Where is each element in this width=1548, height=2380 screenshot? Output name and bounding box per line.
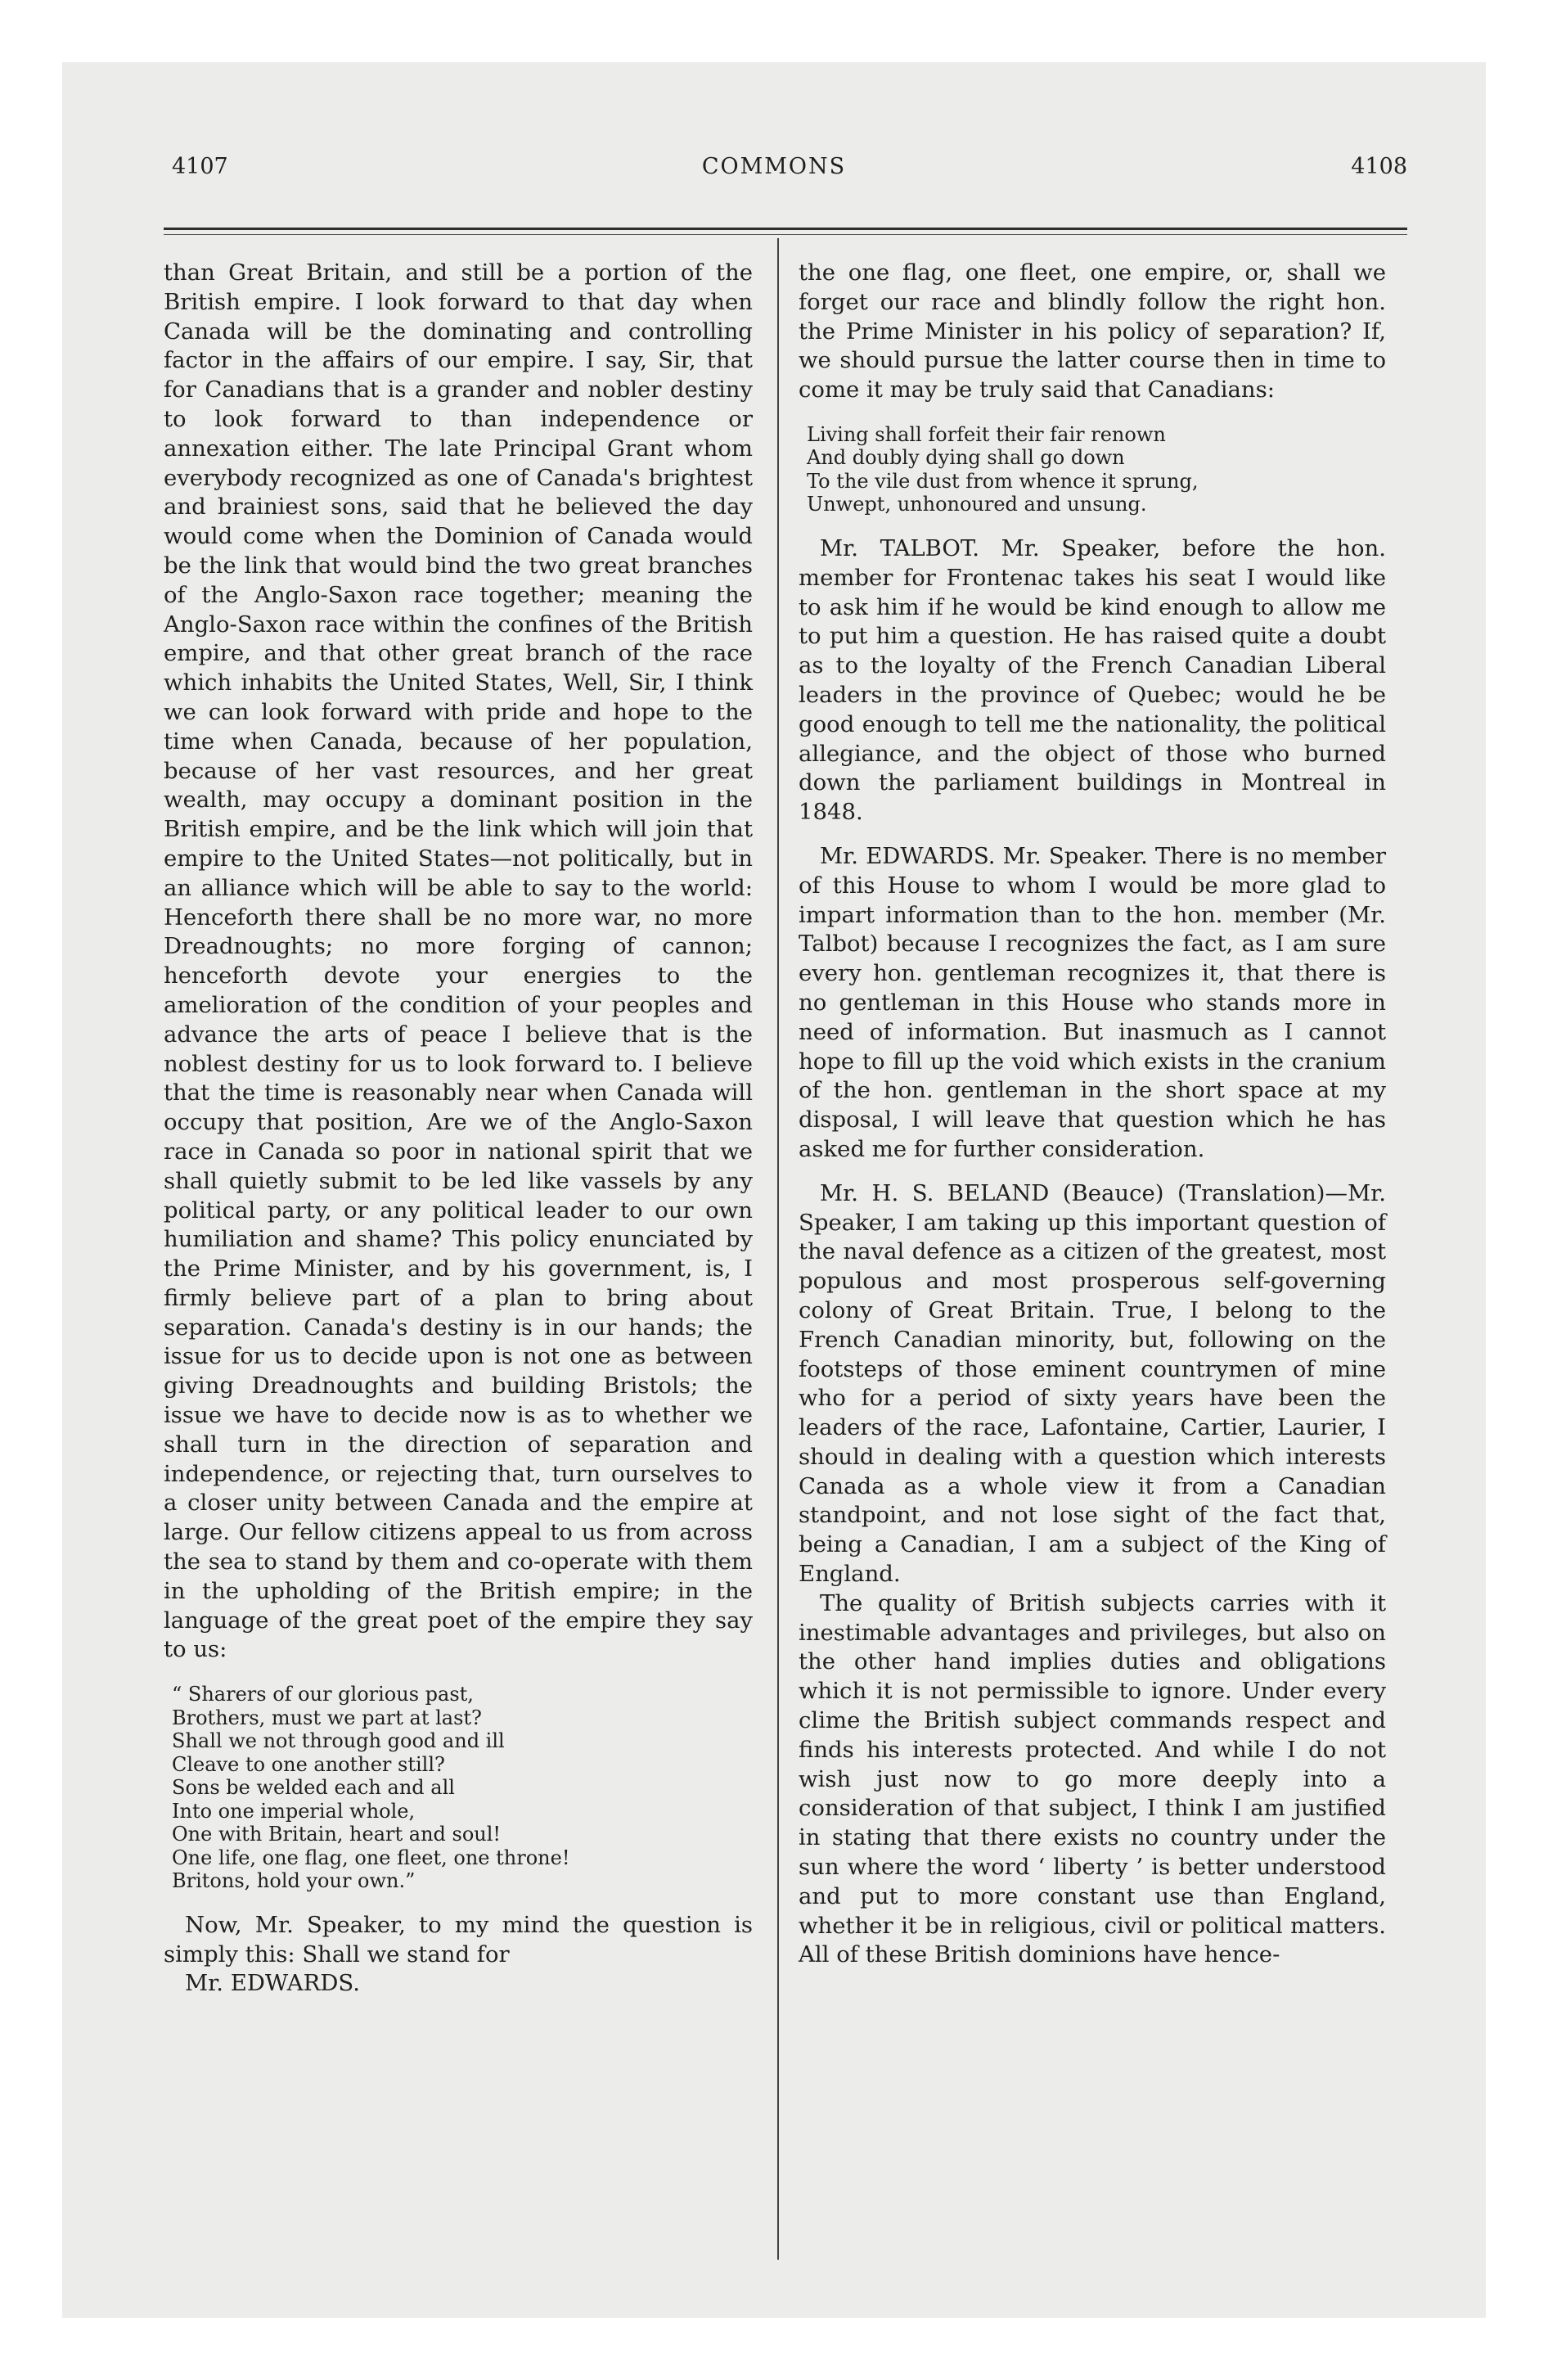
edwards-speech: Mr. EDWARDS. Mr. Speaker. There is no member of this House to whom I would be more glad to impart information than to the hon. member (Mr. Talbot) because I recognizes the fact, as I am sure every hon. gentleman recognizes it, that there is no gentleman in this House who stands more in need of information. But inasmuch as I cannot hope to fill up the void which exists in the cranium of the hon. gentleman in the short space at my disposal, I will leave that question which he has asked me for further consideration.	[799, 842, 1386, 1162]
speaker-signature: Mr. EDWARDS.	[185, 1970, 360, 1997]
left-paragraph-1: than Great Britain, and still be a portion of the British empire. I look forward to that day when Canada will be the dominating and controlling factor in the affairs of our empire. I say, Sir, that for Canadians that is a grander and nobler destiny to look forward to than independence or annexation either. The late Principal Grant whom everybody recognized as one of Canada's brightest and brainiest sons, said that he believed the day would come when the Dominion of Canada would be the link that would bind the two great branches of the Anglo-Saxon race together; meaning the Anglo-Saxon race within the confines of the British empire, and that other great branch of the race which inhabits the United States, Well, Sir, I think we can look forward with pride and hope to the time when Canada, because of her population, because of her vast resources, and her great wealth, may occupy a dominant position in the British empire, and be the link which will join that empire to the United States—not politically, but in an alliance which will be able to say to the world: Henceforth there shall be no more war, no more Dreadnoughts; no more forging of cannon; henceforth devote your energies to the amelioration of the condition of your peoples and advance the arts of peace I believe that is the noblest destiny for us to look forward to. I believe that the time is reasonably near when Canada will occupy that position, Are we of the Anglo-Saxon race in Canada so poor in national spirit that we shall quietly submit to be led like vassels by any political party, or any political leader to our own humiliation and shame? This policy enunciated by the Prime Minister, and by his government, is, I firmly believe part of a plan to bring about separation. Canada's destiny is in our hands; the issue for us to decide upon is not one as between giving Dreadnoughts and building Bristols; the issue we have to decide now is as to whether we shall turn in the direction of separation and independence, or rejecting that, turn ourselves to a closer unity between Canada and the empire at large. Our fellow citizens appeal to us from across the sea to stand by them and co-operate with them in the upholding of the British empire; in the language of the great poet of the empire they say to us:	[164, 259, 753, 1663]
verse-line: Living shall forfeit their fair renown	[807, 422, 1166, 446]
header-rule	[164, 228, 1407, 230]
verse-line: One with Britain, heart and soul!	[172, 1823, 502, 1846]
quality-paragraph: The quality of British subjects carries with it inestimable advantages and privileges, but also on the other hand implies duties and obligations which it is not permissible to ignore. Under every clime the British subject commands respect and finds his interests protected. And while I do not wish just now to go more deeply into a consideration of that subject, I think I am justified in stating that there exists no country under the sun where the word ‘ liberty ’ is better understood and put to more constant use than England, whether it be in religious, civil or political matters. All of these British dominions have hence-	[799, 1589, 1386, 1968]
right-page-number: 4108	[1351, 154, 1407, 179]
verse-line: Cleave to one another still?	[172, 1752, 445, 1776]
left-paragraph-2: Now, Mr. Speaker, to my mind the question is simply this: Shall we stand for	[164, 1911, 753, 1968]
right-verse	[807, 423, 1386, 516]
verse-line: And doubly dying shall go down	[807, 446, 1125, 470]
left-column	[164, 259, 753, 1999]
column-divider	[777, 238, 779, 2260]
header-rule-thin	[164, 234, 1407, 235]
verse-line: Brothers, must we part at last?	[172, 1706, 482, 1729]
verse-line: Britons, hold your own.”	[172, 1869, 416, 1893]
left-page-number: 4107	[172, 154, 228, 179]
verse-line: Into one imperial whole,	[172, 1799, 416, 1823]
verse-line: “ Sharers of our glorious past,	[172, 1683, 474, 1706]
left-verse	[172, 1683, 753, 1893]
talbot-speech: Mr. TALBOT. Mr. Speaker, before the hon. member for Frontenac takes his seat I would like to ask him if he would be kind enough to allow me to put him a question. He has raised quite a doubt as to the loyalty of the French Canadian Liberal leaders in the province of Quebec; would he be good enough to tell me the nationality, the political allegiance, and the object of those who burned down the parliament buildings in Montreal in 1848.	[799, 534, 1386, 826]
verse-line: To the vile dust from whence it sprung,	[807, 469, 1199, 493]
page-sheet	[62, 62, 1486, 2318]
right-paragraph-1: the one flag, one fleet, one empire, or, shall we forget our race and blindly follow the right hon. the Prime Minister in his policy of separation? If, we should pursue the latter course then in time to come it may be truly said that Canadians:	[799, 259, 1386, 403]
verse-line: Sons be welded each and all	[172, 1776, 455, 1800]
verse-line: One life, one flag, one fleet, one throne!	[172, 1846, 570, 1869]
page-title: COMMONS	[701, 154, 847, 179]
verse-line: Shall we not through good and ill	[172, 1729, 505, 1753]
right-column	[799, 259, 1386, 1970]
verse-line: Unwept, unhonoured and unsung.	[807, 493, 1147, 516]
beland-speech: Mr. H. S. BELAND (Beauce) (Translation)—Mr. Speaker, I am taking up this important question of the naval defence as a citizen of the greatest, most populous and most prosperous self-governing colony of Great Britain. True, I belong to the French Canadian minority, but, following on the footsteps of those eminent countrymen of mine who for a period of sixty years have been the leaders of the race, Lafontaine, Cartier, Laurier, I should in dealing with a question which interests Canada as a whole view it from a Canadian standpoint, and not lose sight of the fact that, being a Canadian, I am a subject of the King of England.	[799, 1179, 1386, 1588]
